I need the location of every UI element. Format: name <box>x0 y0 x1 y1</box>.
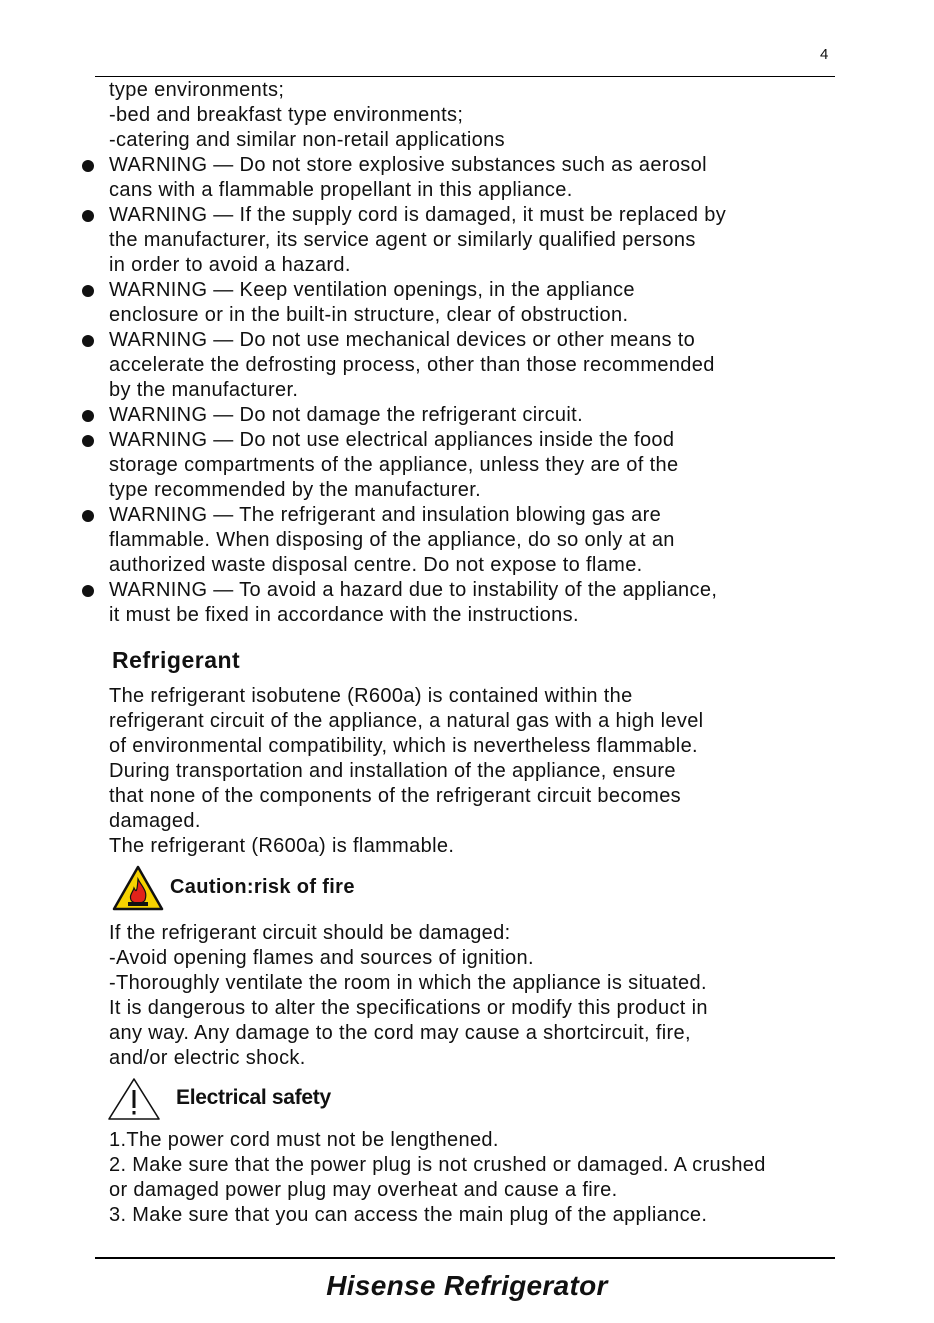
text-line <box>80 1046 840 1071</box>
text-line <box>80 1021 840 1046</box>
line-text: WARNING — Do not use mechanical devices or other means to <box>109 329 696 351</box>
text-line <box>80 921 840 946</box>
warning-line <box>80 528 840 553</box>
page-number: 4 <box>820 46 829 63</box>
text-line <box>80 1153 840 1178</box>
line-text: of environmental compatibility, which is nevertheless flammable. <box>109 735 698 757</box>
line-text: WARNING — The refrigerant and insulation blowing gas are <box>109 504 662 526</box>
line-text: -Thoroughly ventilate the room in which the appliance is situated. <box>109 972 707 994</box>
electrical-safety-list <box>80 1128 840 1228</box>
line-text: -Avoid opening flames and sources of ignition. <box>109 947 534 969</box>
text-line <box>80 834 840 859</box>
line-text: WARNING — To avoid a hazard due to instability of the appliance, <box>109 579 718 601</box>
bullet-icon <box>82 435 94 447</box>
bullet-icon <box>82 160 94 172</box>
line-text: type recommended by the manufacturer. <box>109 479 482 501</box>
line-text: and/or electric shock. <box>109 1047 306 1069</box>
caution-label: Caution:risk of fire <box>170 876 355 898</box>
line-text: by the manufacturer. <box>109 379 299 401</box>
warning-line <box>80 303 840 328</box>
line-text: During transportation and installation of the appliance, ensure <box>109 760 676 782</box>
bullet-icon <box>82 410 94 422</box>
text-line <box>80 809 840 834</box>
bottom-divider <box>95 1257 835 1259</box>
line-text: the manufacturer, its service agent or similarly qualified persons <box>109 229 696 251</box>
warning-line <box>80 578 840 603</box>
line-text: or damaged power plug may overheat and cause a fire. <box>109 1179 618 1201</box>
warning-line <box>80 278 840 303</box>
line-text: flammable. When disposing of the appliance, do so only at an <box>109 529 675 551</box>
warning-line <box>80 253 840 278</box>
line-text: that none of the components of the refrigerant circuit becomes <box>109 785 682 807</box>
line-text: it must be fixed in accordance with the instructions. <box>109 604 579 626</box>
line-text: WARNING — If the supply cord is damaged, it must be replaced by <box>109 204 727 226</box>
damage-instructions <box>80 921 840 1071</box>
line-text: enclosure or in the built-in structure, clear of obstruction. <box>109 304 629 326</box>
text-line <box>80 946 840 971</box>
line-text: 2. Make sure that the power plug is not crushed or damaged. A crushed <box>109 1154 766 1176</box>
line-text: any way. Any damage to the cord may cause a shortcircuit, fire, <box>109 1022 691 1044</box>
electrical-safety-heading: Electrical safety <box>176 1086 331 1109</box>
line-text: 3. Make sure that you can access the main plug of the appliance. <box>109 1204 708 1226</box>
line-text: storage compartments of the appliance, unless they are of the <box>109 454 679 476</box>
warning-line <box>80 178 840 203</box>
warning-line <box>80 503 840 528</box>
text-line <box>80 996 840 1021</box>
line-text: refrigerant circuit of the appliance, a natural gas with a high level <box>109 710 704 732</box>
warning-line <box>80 78 840 103</box>
text-line <box>80 734 840 759</box>
warning-line <box>80 103 840 128</box>
warning-line <box>80 328 840 353</box>
line-text: cans with a flammable propellant in this appliance. <box>109 179 573 201</box>
fire-warning-icon <box>112 865 164 911</box>
electrical-safety-row <box>80 1076 840 1124</box>
text-line <box>80 1178 840 1203</box>
warning-line <box>80 203 840 228</box>
bullet-icon <box>82 585 94 597</box>
warning-line <box>80 228 840 253</box>
warning-line <box>80 478 840 503</box>
refrigerant-paragraph <box>80 684 840 859</box>
text-line <box>80 784 840 809</box>
text-line <box>80 971 840 996</box>
text-line <box>80 684 840 709</box>
bullet-icon <box>82 285 94 297</box>
warning-line <box>80 553 840 578</box>
top-divider <box>95 76 835 77</box>
line-text: If the refrigerant circuit should be damaged: <box>109 922 511 944</box>
line-text: The refrigerant isobutene (R600a) is contained within the <box>109 685 633 707</box>
caution-row <box>80 865 840 915</box>
line-text: authorized waste disposal centre. Do not expose to flame. <box>109 554 643 576</box>
line-text: 1.The power cord must not be lengthened. <box>109 1129 499 1151</box>
warning-line <box>80 353 840 378</box>
warning-line <box>80 428 840 453</box>
line-text: WARNING — Do not damage the refrigerant circuit. <box>109 404 583 426</box>
exclamation-triangle-icon <box>106 1076 162 1122</box>
bullet-icon <box>82 210 94 222</box>
line-text: WARNING — Do not store explosive substances such as aerosol <box>109 154 707 176</box>
warnings-list <box>80 78 840 628</box>
warning-line <box>80 128 840 153</box>
warning-line <box>80 453 840 478</box>
warning-line <box>80 603 840 628</box>
line-text: in order to avoid a hazard. <box>109 254 351 276</box>
line-text: type environments; <box>109 79 285 101</box>
line-text: accelerate the defrosting process, other than those recommended <box>109 354 715 376</box>
line-text: damaged. <box>109 810 201 832</box>
bullet-icon <box>82 510 94 522</box>
warning-line <box>80 153 840 178</box>
text-line <box>80 1128 840 1153</box>
text-line <box>80 1203 840 1228</box>
line-text: WARNING — Do not use electrical appliances inside the food <box>109 429 675 451</box>
refrigerant-heading: Refrigerant <box>112 647 241 673</box>
line-text: -bed and breakfast type environments; <box>109 104 464 126</box>
text-line <box>80 709 840 734</box>
text-line <box>80 759 840 784</box>
bullet-icon <box>82 335 94 347</box>
footer-brand: Hisense Refrigerator <box>326 1270 608 1301</box>
warning-line <box>80 403 840 428</box>
line-text: It is dangerous to alter the specifications or modify this product in <box>109 997 708 1019</box>
warning-line <box>80 378 840 403</box>
line-text: The refrigerant (R600a) is flammable. <box>109 835 455 857</box>
line-text: WARNING — Keep ventilation openings, in the appliance <box>109 279 635 301</box>
page-content <box>80 78 840 1228</box>
line-text: -catering and similar non-retail applications <box>109 129 505 151</box>
